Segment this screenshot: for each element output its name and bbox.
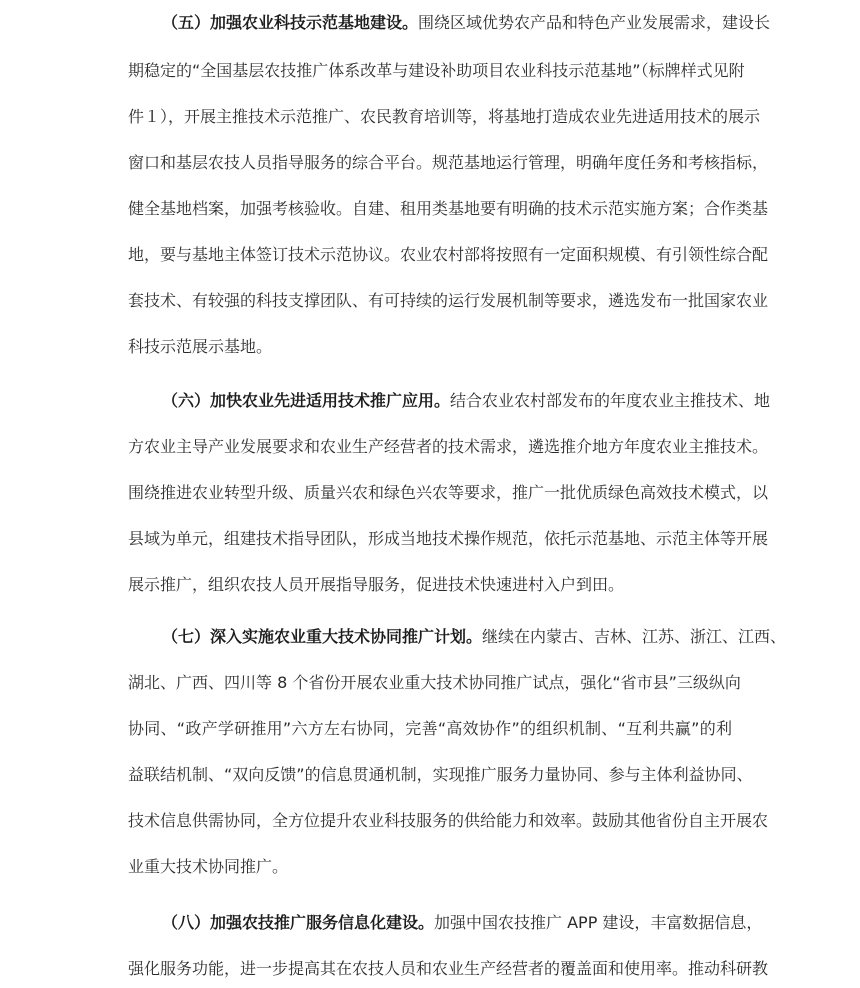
paragraph-line (162, 12, 771, 34)
section-heading: （八）加强农技推广服务信息化建设。 (162, 913, 435, 932)
paragraph-line: 益联结机制、“双向反馈”的信息贯通机制，实现推广服务力量协同、参与主体利益协同、 (128, 765, 753, 784)
line-text: 继续在内蒙古、吉林、江苏、浙江、江西、 (482, 627, 787, 646)
paragraph-line: 方农业主导产业发展要求和农业生产经营者的技术需求，遴选推介地方年度农业主推技术。 (128, 437, 769, 456)
paragraph-line: 窗口和基层农技人员指导服务的综合平台。规范基地运行管理，明确年度任务和考核指标， (128, 153, 769, 172)
paragraph-line: 围绕推进农业转型升级、质量兴农和绿色兴农等要求，推广一批优质绿色高效技术模式，以 (128, 483, 769, 502)
line-text: 加强中国农技推广 APP 建设，丰富数据信息， (434, 913, 763, 932)
line-text: 结合农业农村部发布的年度农业主推技术、地 (450, 391, 771, 410)
paragraph-line: 湖北、广西、四川等 8 个省份开展农业重大技术协同推广试点，强化“省市县”三级纵向 (128, 673, 741, 692)
paragraph-line: 件１），开展主推技术示范推广、农民教育培训等，将基地打造成农业先进适用技术的展示 (128, 107, 761, 126)
paragraph-line: 业重大技术协同推广。 (128, 857, 289, 876)
paragraph-line: 技术信息供需协同，全方位提升农业科技服务的供给能力和效率。鼓励其他省份自主开展农 (128, 811, 769, 830)
paragraph-line: 县域为单元，组建技术指导团队，形成当地技术操作规范，依托示范基地、示范主体等开展 (128, 529, 769, 548)
paragraph-line (162, 626, 787, 648)
paragraph-line: 健全基地档案，加强考核验收。自建、租用类基地要有明确的技术示范实施方案；合作类基 (128, 199, 769, 218)
section-heading: （七）深入实施农业重大技术协同推广计划。 (162, 627, 483, 646)
paragraph-line: 展示推广，组织农技人员开展指导服务，促进技术快速进村入户到田。 (128, 575, 625, 594)
paragraph-line (162, 390, 771, 412)
section-heading: （五）加强农业科技示范基地建设。 (162, 13, 419, 32)
section-heading: （六）加快农业先进适用技术推广应用。 (162, 391, 451, 410)
paragraph-line: 地，要与基地主体签订技术示范协议。农业农村部将按照有一定面积规模、有引领性综合配 (128, 245, 769, 264)
paragraph-line: 科技示范展示基地。 (128, 337, 273, 356)
line-text: 围绕区域优势农产品和特色产业发展需求，建设长 (418, 13, 771, 32)
paragraph-line: 期稳定的“全国基层农技推广体系改革与建设补助项目农业科技示范基地”（标牌样式见附 (128, 61, 745, 80)
paragraph-line: 强化服务功能，进一步提高其在农技人员和农业生产经营者的覆盖面和使用率。推动科研教 (128, 959, 769, 978)
paragraph-line (162, 912, 763, 934)
paragraph-line: 套技术、有较强的科技支撑团队、有可持续的运行发展机制等要求，遴选发布一批国家农业 (128, 291, 769, 310)
paragraph-line: 协同、“政产学研推用”六方左右协同，完善“高效协作”的组织机制、“互利共赢”的利 (128, 719, 732, 738)
